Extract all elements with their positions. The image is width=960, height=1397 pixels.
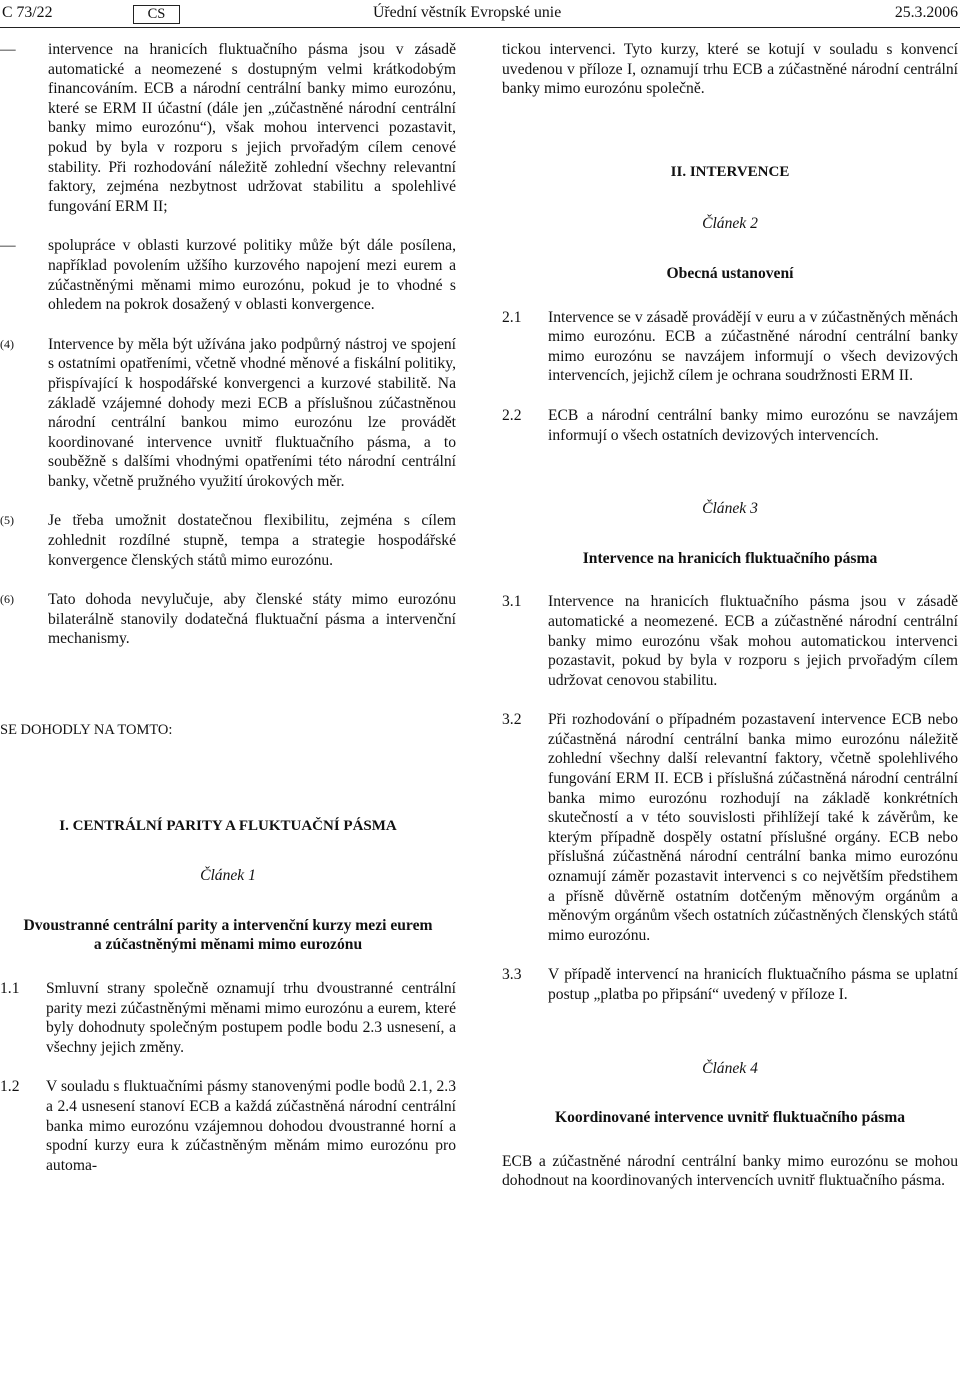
agreed-clause: SE DOHODLY NA TOMTO: <box>0 722 173 739</box>
dash-text: spolupráce v oblasti kurzové politiky může být dále posílena, například povolením užšího kurzového napojení mezi eurem a zúčastněnými měnami mimo eurozónu, pokud je to vhodné s ohledem na pokrok dosažený v oblasti konvergence. <box>48 237 456 314</box>
article-item-text: V souladu s fluktuačními pásmy stanovenými podle bodů 2.1, 2.3 a 2.4 usnesení stanoví ECB a každá zúčastněná národní centrální banka mimo eurozónu vzájemnou dohodou dvoustranné horní a spodní kurzy eura k zúčastněným měnám mimo eurozónu pro automa- <box>46 1078 456 1174</box>
article-item-1-1 <box>0 979 456 1057</box>
recital-text: Tato dohoda nevylučuje, aby členské státy mimo eurozónu bilaterálně stanovily dodatečná fluktuační pásma a intervenční mechanismy. <box>48 591 456 648</box>
page-header <box>0 3 960 25</box>
article-item-3-1 <box>502 592 958 690</box>
article-item-number: 3.1 <box>502 593 522 611</box>
article-item-text: ECB a národní centrální banky mimo eurozónu se navzájem informují o všech ostatních devizových intervencích. <box>548 406 958 444</box>
recital-4 <box>0 335 456 492</box>
article-item-number: 2.2 <box>502 406 522 424</box>
recital-6 <box>0 590 456 649</box>
article-3-title: Intervence na hranicích fluktuačního pásma <box>582 549 878 567</box>
article-item-text: Smluvní strany společně oznamují trhu dvoustranné centrální parity mezi zúčastněnými měnami mimo eurozónu a eurem, které byly dohodnuty společným postupem podle bodu 2.3 usnesení, a všechny jejich změny. <box>46 980 456 1056</box>
article-item-number: 1.1 <box>0 980 20 997</box>
recital-number: (4) <box>0 336 14 351</box>
article-item-text: Intervence na hranicích fluktuačního pásma jsou v zásadě automatické a neomezené. ECB a zúčastněné národní centrální banky mimo eurozónu však mohou automatickou intervenci pozastavit, pokud by byla v rozporu s jejich prvořadým cílem udržovat cenovou stabilitu. <box>548 593 958 689</box>
article-item-number: 2.1 <box>502 308 522 326</box>
article-1-label: Článek 1 <box>200 867 256 885</box>
recital-number: (6) <box>0 592 14 607</box>
article-item-number: 3.3 <box>502 966 522 984</box>
publication-date: 25.3.2006 <box>894 4 958 21</box>
continued-text: tickou intervenci. Tyto kurzy, které se kotují v souladu s konvencí uvedenou v příloze I, oznamují trhu ECB a zúčastněné národní centrální banky mimo eurozónu společně. <box>502 41 958 98</box>
recital-number: (5) <box>0 513 14 528</box>
dash-text: intervence na hranicích fluktuačního pásma jsou v zásadě automatické a neomezené s dostupným velmi krátkodobým financováním. ECB a národní centrální banky mimo eurozónu, které se ERM II účastní (dále jen „zúčastněné národní centrální banky mimo eurozónu“), však mohou intervenci pozastavit, pokud by byla v rozporu s jejich prvořadým cílem cenové stability. Při rozhodování náležitě zohlední všechny relevantní faktory, zejména nezbytnost udržovat stabilitu a spolehlivé fungování ERM II; <box>48 41 456 215</box>
article-4-title: Koordinované intervence uvnitř fluktuačního pásma <box>554 1109 905 1127</box>
dash-mark: — <box>0 237 16 255</box>
left-column <box>0 40 456 1175</box>
article-item-2-1 <box>502 308 958 386</box>
section-heading-i: I. CENTRÁLNÍ PARITY A FLUKTUAČNÍ PÁSMA <box>59 817 397 834</box>
article-1-title: Dvoustranné centrální parity a intervenční kurzy mezi eurem a zúčastněnými měnami mimo eurozónu <box>23 916 433 954</box>
article-item-number: 1.2 <box>0 1078 20 1096</box>
article-item-number: 3.2 <box>502 711 522 729</box>
page-number: C 73/22 <box>2 4 53 21</box>
article-item-2-2 <box>502 406 958 445</box>
article-item-1-2 <box>0 1077 456 1175</box>
article-4-label: Článek 4 <box>702 1059 758 1077</box>
language-code-box: CS <box>133 5 180 24</box>
article-2-label: Článek 2 <box>702 215 758 233</box>
dash-item <box>0 236 456 314</box>
article-4-text: ECB a zúčastněné národní centrální banky mimo eurozónu se mohou dohodnout na koordinovaných intervencích uvnitř fluktuačního pásma. <box>502 1152 958 1190</box>
dash-item <box>0 40 456 216</box>
article-item-text: Intervence se v zásadě provádějí v euru a v zúčastněných měnách mimo eurozónu. ECB a zúčastněné národní centrální banky mimo eurozónu se navzájem informují o všech devizových intervencích, jejichž cílem je ochrana soudržnosti ERM II. <box>548 308 958 385</box>
dash-mark: — <box>0 41 16 58</box>
journal-title: Úřední věstník Evropské unie <box>373 4 562 21</box>
recital-text: Je třeba umožnit dostatečnou flexibilitu, zejména s cílem zohlednit rozdílné stupně, tempa a strategie hospodářské konvergence členských států mimo eurozónu. <box>48 512 456 569</box>
article-2-title: Obecná ustanovení <box>666 264 794 282</box>
article-item-3-3 <box>502 965 958 1004</box>
article-3-label: Článek 3 <box>702 500 758 518</box>
recital-5 <box>0 511 456 570</box>
recital-text: Intervence by měla být užívána jako podpůrný nástroj ve spojení s ostatními opatřeními, včetně vhodné měnové a fiskální politiky, přispívající k hospodářské konvergenci a kurzové stabilitě. Na základě vzájemné dohody mezi ECB a příslušnou zúčastněnou národní centrální bankou mimo eurozónu lze provádět koordinované intervence uvnitř fluktuačního pásma, a to souběžně s dalšími vhodnými opatřeními této národní centrální banky, včetně pružného využití úrokových měr. <box>48 335 456 490</box>
article-item-3-2 <box>502 710 958 945</box>
right-column <box>502 40 958 1191</box>
section-heading-ii: II. INTERVENCE <box>670 163 790 180</box>
header-rule <box>0 27 960 28</box>
article-item-text: Při rozhodování o případném pozastavení intervence ECB nebo zúčastněná národní centrální banka mimo eurozónu náležitě zohlední všechny další relevantní faktory, včetně spolehlivého fungování ERM II. ECB i příslušná zúčastněná národní centrální banka mimo eurozónu rozhodují na základě konkrétních skutečností a v této souvislosti přihlížejí také k závěrům, ke kterým případně dospěly ostatní příslušné orgány. ECB nebo příslušná zúčastněná národní centrální banka mimo eurozónu oznamují záměr pozastavit intervenci s co největším předstihem a přísně důvěrně ostatním dotčeným měnovým orgánům a měnovým orgánům všech ostatních zúčastněných členských států mimo eurozónu. <box>548 711 958 944</box>
article-item-text: V případě intervencí na hranicích fluktuačního pásma se uplatní postup „platba po připsání“ uvedený v příloze I. <box>548 966 958 1003</box>
